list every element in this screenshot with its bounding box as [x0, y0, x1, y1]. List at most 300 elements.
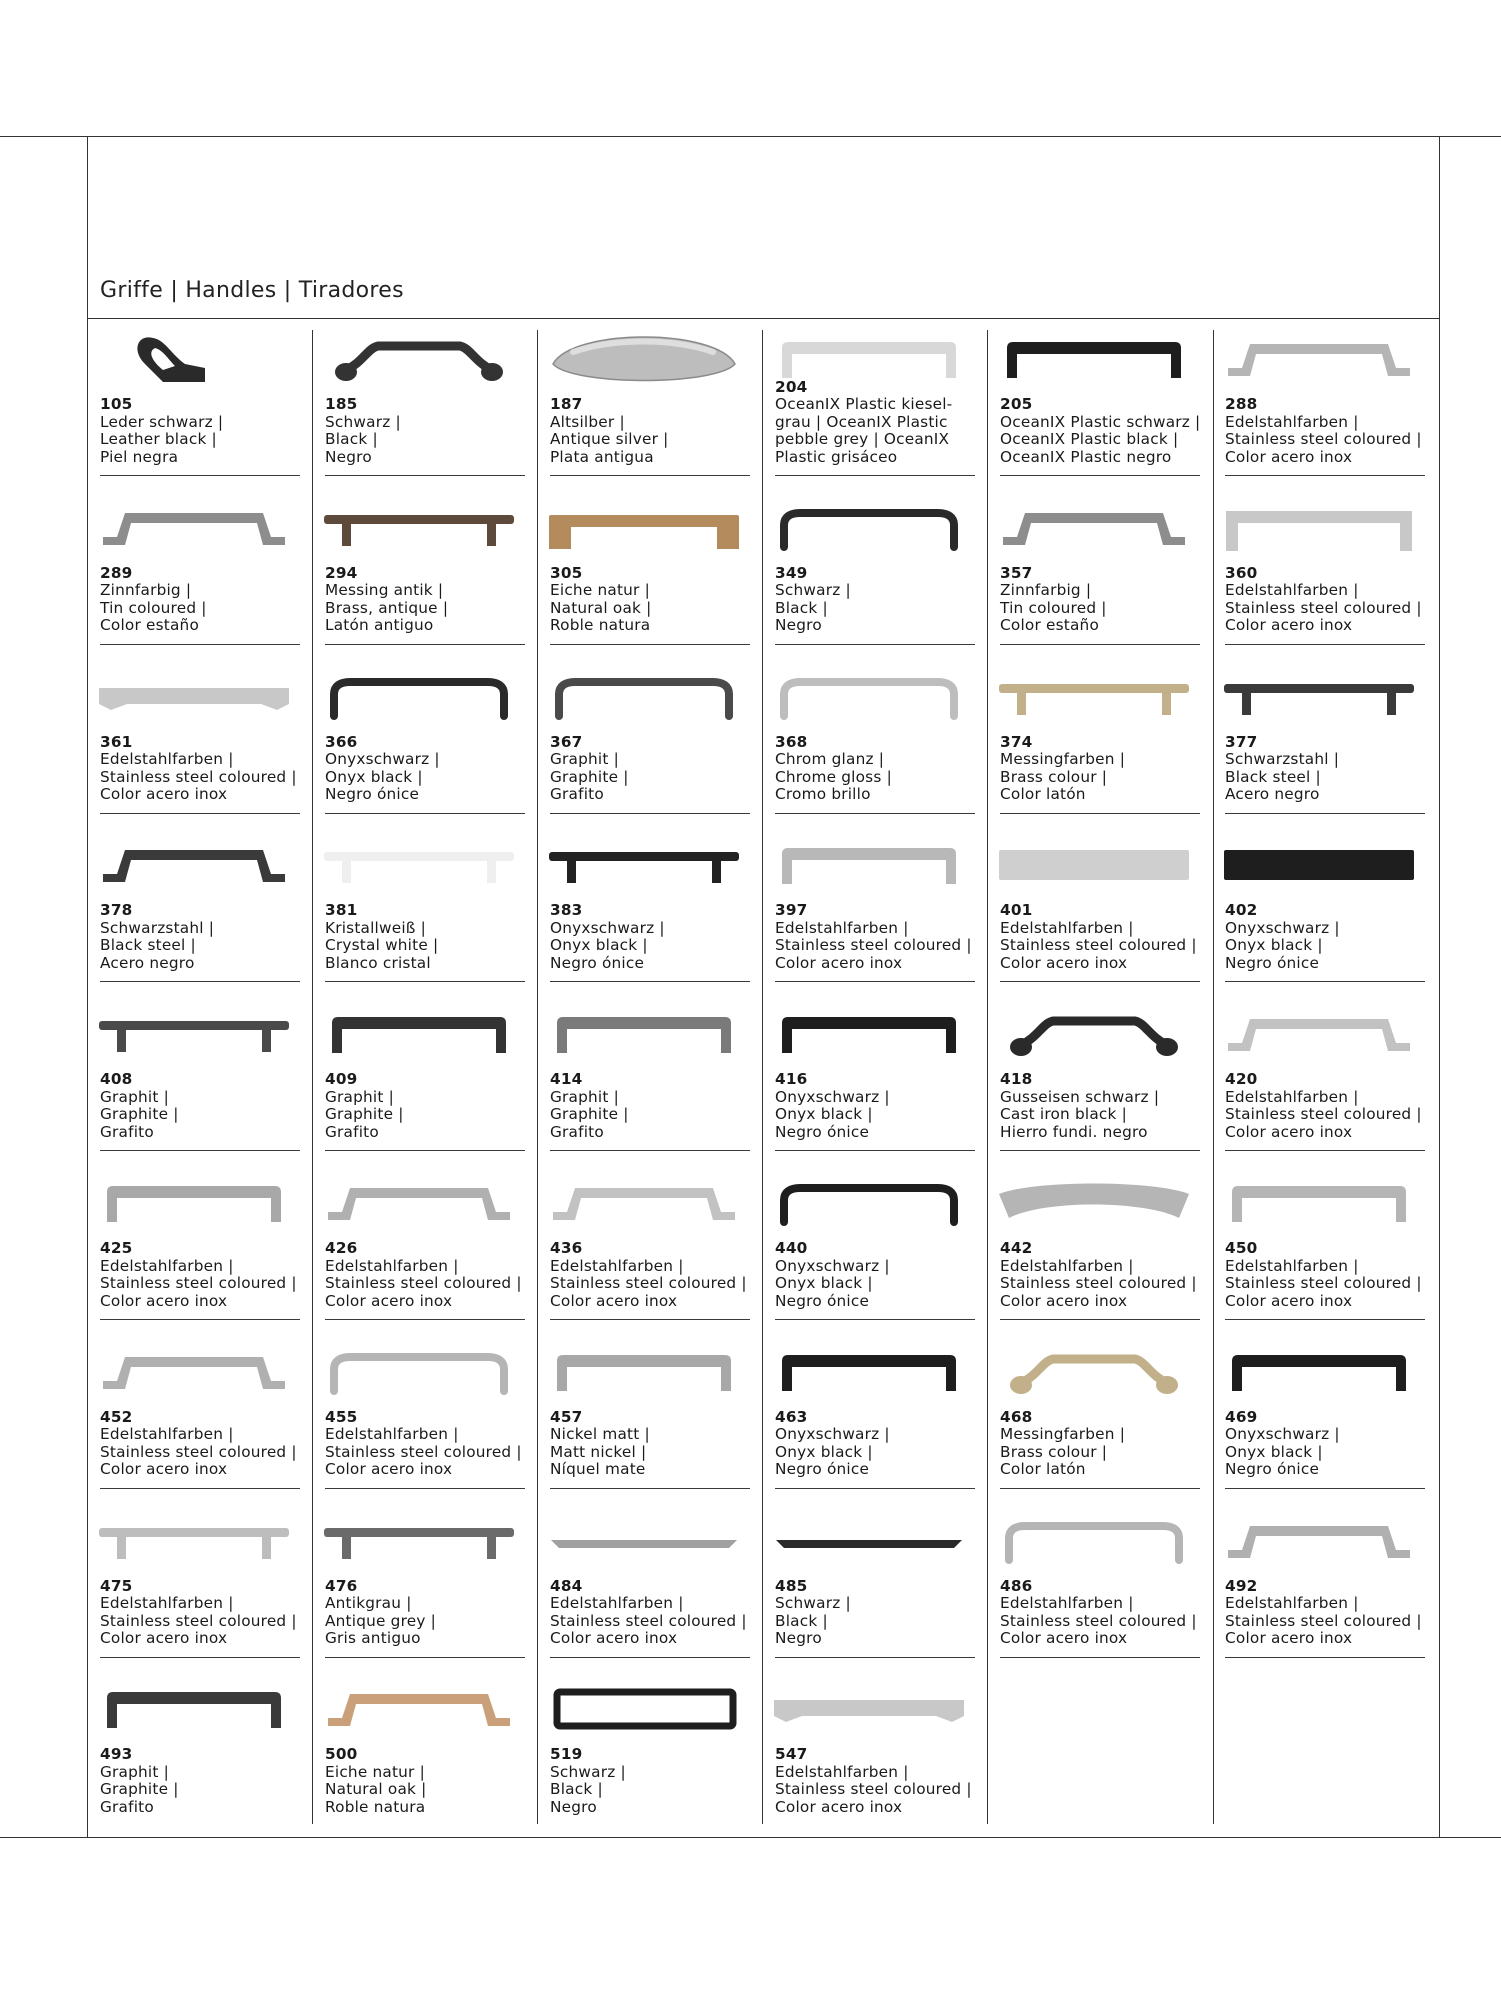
arch-handle-icon [1213, 320, 1415, 400]
item-description-line: Stainless steel coloured | [325, 1274, 522, 1292]
item-description-line: Edelstahlfarben | [775, 918, 909, 937]
item-code: 436 [550, 1239, 583, 1257]
flat-bar-handle-icon [763, 1670, 965, 1750]
item-description-line: Color acero inox [1225, 1291, 1353, 1310]
item-description-line: Zinnfarbig | [1000, 581, 1092, 600]
item-description-line: Brass colour | [1000, 767, 1108, 786]
item-underline [100, 1488, 300, 1489]
item-description-line: Onyx black | [1225, 936, 1323, 955]
item-caption [1225, 1239, 1422, 1310]
item-description-line: Negro [775, 1629, 822, 1648]
item-description-line: Hierro fundi. negro [1000, 1122, 1148, 1141]
rail-handle-icon [313, 1502, 515, 1582]
item-description-line: Chrom glanz | [775, 750, 885, 769]
item-code: 484 [550, 1576, 583, 1595]
item-description-line: Color latón [1000, 785, 1086, 804]
item-underline [100, 981, 300, 982]
item-description-line: Negro [775, 616, 822, 635]
item-description-line: Edelstahlfarben | [100, 1256, 234, 1275]
item-code: 357 [1000, 563, 1033, 582]
item-description-line: Stainless steel coloured | [1000, 1274, 1197, 1292]
item-code: 420 [1225, 1070, 1258, 1089]
item-description-line: Grafito [325, 1122, 379, 1141]
handle-item-414 [538, 995, 740, 1151]
item-caption [550, 1071, 740, 1141]
item-underline [550, 644, 750, 645]
item-description-line: Schwarz | [775, 1594, 851, 1613]
bottom-rule [0, 1837, 1501, 1838]
item-code: 377 [1225, 732, 1258, 751]
arch-handle-icon [1213, 1502, 1415, 1582]
item-description-line: Graphit | [550, 1087, 619, 1106]
item-description-line: Onyx black | [775, 1442, 873, 1461]
item-description-line: Onyxschwarz | [1225, 918, 1340, 937]
item-description-line: OceanIX Plastic negro [1000, 447, 1172, 466]
handle-item-409 [313, 995, 515, 1151]
item-description-line: Color acero inox [775, 1797, 903, 1816]
item-description-line: Onyxschwarz | [775, 1087, 890, 1106]
item-code: 366 [325, 732, 358, 751]
item-code: 475 [100, 1576, 133, 1595]
item-code: 416 [775, 1070, 808, 1089]
item-underline [1225, 813, 1425, 814]
handle-item-416 [763, 995, 965, 1151]
item-caption [325, 1239, 522, 1310]
item-caption [325, 396, 515, 466]
bar-handle-icon [88, 1670, 290, 1750]
item-description-line: Color acero inox [325, 1291, 453, 1310]
item-description-line: Negro ónice [775, 1291, 870, 1310]
item-code: 463 [775, 1407, 808, 1426]
bar-handle-icon [538, 995, 740, 1075]
item-description-line: Kristallweiß | [325, 918, 427, 937]
item-description-line: Tin coloured | [1000, 598, 1107, 617]
item-description-line: Color acero inox [1225, 1629, 1353, 1648]
handle-item-500 [313, 1670, 515, 1826]
item-underline [550, 981, 750, 982]
item-caption [325, 902, 515, 972]
item-description-line: Onyxschwarz | [325, 750, 440, 769]
item-description-line: Color latón [1000, 1460, 1086, 1479]
item-caption [550, 902, 740, 972]
arch-handle-icon [313, 1670, 515, 1750]
item-description-line: Negro ónice [775, 1460, 870, 1479]
item-description-line: Messing antik | [325, 581, 444, 600]
item-caption [775, 901, 972, 972]
item-code: 500 [325, 1745, 358, 1764]
item-description-line: Stainless steel coloured | [1225, 1105, 1422, 1124]
bar-handle-icon [763, 1333, 965, 1413]
handle-item-440 [763, 1164, 965, 1320]
handle-item-397 [763, 826, 972, 982]
item-code: 294 [325, 563, 358, 582]
item-description-line: pebble grey | OceanIX [775, 430, 950, 448]
item-description-line: Negro ónice [550, 953, 645, 972]
item-description-line: Black | [325, 430, 378, 448]
rail-handle-icon [88, 1502, 290, 1582]
item-code: 519 [550, 1745, 583, 1764]
item-code: 414 [550, 1070, 583, 1089]
bar-handle-icon [1213, 1164, 1415, 1244]
handle-item-305 [538, 489, 740, 645]
handle-item-450 [1213, 1164, 1422, 1320]
handle-item-468 [988, 1333, 1190, 1489]
item-description-line: Edelstahlfarben | [1225, 1087, 1359, 1106]
item-description-line: Grafito [550, 785, 604, 804]
profile-handle-icon [1213, 826, 1415, 906]
handle-item-475 [88, 1502, 297, 1658]
handle-item-381 [313, 826, 515, 982]
item-caption [775, 1240, 965, 1310]
item-description-line: Antique silver | [550, 430, 669, 448]
item-description-line: Acero negro [1225, 785, 1320, 804]
item-description-line: Edelstahlfarben | [100, 1425, 234, 1444]
item-description-line: Stainless steel coloured | [100, 1442, 297, 1461]
item-code: 105 [100, 395, 133, 413]
handle-item-187 [538, 320, 740, 476]
item-caption [100, 1576, 297, 1648]
item-description-line: Edelstahlfarben | [100, 750, 234, 769]
item-description-line: grau | OceanIX Plastic [775, 412, 948, 431]
item-description-line: Graphite | [550, 1105, 629, 1124]
handle-item-368 [763, 658, 965, 814]
item-description-line: Stainless steel coloured | [100, 1274, 297, 1292]
item-description-line: Roble natura [325, 1797, 426, 1816]
item-underline [1000, 1319, 1200, 1320]
crescent-handle-icon [988, 1164, 1190, 1244]
item-underline [775, 644, 975, 645]
item-underline [1225, 981, 1425, 982]
item-underline [550, 1150, 750, 1151]
bow-handle-icon [988, 1333, 1190, 1413]
item-description-line: Matt nickel | [550, 1442, 647, 1461]
item-caption [775, 734, 965, 804]
item-caption [325, 1407, 522, 1479]
item-underline [1000, 981, 1200, 982]
handle-item-452 [88, 1333, 297, 1489]
item-description-line: Graphit | [100, 1762, 169, 1781]
handle-item-349 [763, 489, 965, 645]
item-caption [1000, 1409, 1190, 1479]
item-description-line: Leder schwarz | [100, 412, 224, 431]
item-description-line: Plastic grisáceo [775, 447, 898, 466]
item-code: 492 [1225, 1576, 1258, 1595]
item-description-line: Schwarz | [325, 412, 401, 431]
leather-loop-handle-icon [88, 320, 290, 400]
item-underline [325, 813, 525, 814]
arch-handle-icon [538, 1164, 740, 1244]
bar-handle-icon [763, 826, 965, 906]
item-description-line: OceanIX Plastic kiesel- [775, 395, 953, 413]
item-underline [550, 475, 750, 476]
item-description-line: Roble natura [550, 616, 651, 635]
item-underline [775, 1488, 975, 1489]
handle-item-288 [1213, 320, 1422, 476]
arch-handle-icon [88, 489, 290, 569]
item-code: 289 [100, 563, 133, 582]
item-underline [100, 813, 300, 814]
handle-item-442 [988, 1164, 1197, 1320]
item-caption [100, 1071, 290, 1141]
item-description-line: Cast iron black | [1000, 1105, 1128, 1124]
item-caption [100, 396, 290, 466]
handle-item-493 [88, 1670, 290, 1826]
handle-item-476 [313, 1502, 515, 1658]
item-caption [775, 379, 965, 467]
item-caption [1225, 1070, 1422, 1141]
item-code: 368 [775, 732, 808, 751]
item-code: 426 [325, 1239, 358, 1257]
item-description-line: Onyx black | [775, 1274, 873, 1292]
item-description-line: Zinnfarbig | [100, 581, 192, 600]
item-description-line: Altsilber | [550, 412, 625, 431]
item-description-line: Chrome gloss | [775, 767, 892, 786]
item-code: 204 [775, 377, 808, 396]
arch-handle-icon [88, 1333, 290, 1413]
item-underline [1000, 813, 1200, 814]
handle-item-547 [763, 1670, 972, 1826]
item-description-line: Gris antiguo [325, 1629, 421, 1648]
item-description-line: Plata antigua [550, 447, 654, 466]
item-caption [775, 1745, 972, 1816]
handle-item-377 [1213, 658, 1415, 814]
rail-handle-icon [1213, 658, 1415, 738]
item-description-line: Black | [550, 1780, 603, 1799]
item-description-line: Messingfarben | [1000, 750, 1126, 769]
item-description-line: Edelstahlfarben | [1225, 581, 1359, 600]
item-description-line: Color acero inox [1000, 1291, 1128, 1310]
item-description-line: Latón antiguo [325, 616, 434, 635]
item-underline [1225, 644, 1425, 645]
item-underline [775, 1150, 975, 1151]
item-description-line: Leather black | [100, 430, 217, 448]
wide-foot-handle-icon [538, 489, 740, 569]
item-caption [1225, 1409, 1415, 1479]
arch-handle-icon [988, 489, 1190, 569]
handle-item-418 [988, 995, 1190, 1151]
item-description-line: Color estaño [1000, 616, 1100, 635]
wire-handle-icon [763, 658, 965, 738]
bar-handle-icon [313, 995, 515, 1075]
item-underline [550, 1488, 750, 1489]
item-description-line: Onyx black | [775, 1105, 873, 1124]
item-underline [325, 475, 525, 476]
rail-handle-icon [988, 658, 1190, 738]
item-caption [325, 1746, 515, 1816]
item-description-line: Crystal white | [325, 936, 439, 955]
item-description-line: Stainless steel coloured | [100, 767, 297, 786]
item-description-line: Color acero inox [1225, 447, 1353, 466]
item-code: 485 [775, 1576, 808, 1595]
item-description-line: Onyx black | [1225, 1442, 1323, 1461]
header-bottom-rule [88, 318, 1440, 319]
handle-item-185 [313, 320, 515, 476]
handle-item-366 [313, 658, 515, 814]
item-caption [1225, 395, 1422, 466]
item-description-line: Onyxschwarz | [550, 918, 665, 937]
item-description-line: Edelstahlfarben | [1000, 1594, 1134, 1613]
item-code: 452 [100, 1407, 133, 1426]
item-underline [1000, 1657, 1200, 1658]
item-code: 425 [100, 1239, 133, 1257]
item-underline [100, 475, 300, 476]
item-underline [325, 981, 525, 982]
item-description-line: Stainless steel coloured | [1225, 1611, 1422, 1630]
item-description-line: Negro ónice [325, 785, 420, 804]
item-description-line: Black steel | [1225, 767, 1321, 786]
item-code: 383 [550, 901, 583, 920]
item-description-line: Brass colour | [1000, 1442, 1108, 1461]
item-description-line: Stainless steel coloured | [1225, 430, 1422, 448]
item-description-line: Edelstahlfarben | [1000, 1256, 1134, 1275]
item-description-line: Graphit | [325, 1087, 394, 1106]
item-code: 397 [775, 901, 808, 920]
item-underline [550, 1319, 750, 1320]
rail-handle-icon [313, 826, 515, 906]
handle-item-463 [763, 1333, 965, 1489]
item-caption [100, 1239, 297, 1310]
item-description-line: Color acero inox [1000, 1629, 1128, 1648]
item-description-line: Onyxschwarz | [1225, 1425, 1340, 1444]
item-caption [325, 734, 515, 804]
bar-handle-icon [538, 1333, 740, 1413]
handle-item-360 [1213, 489, 1422, 645]
wire-handle-icon [763, 489, 965, 569]
item-caption [100, 1407, 297, 1479]
item-code: 455 [325, 1407, 358, 1426]
item-description-line: Graphite | [550, 767, 629, 786]
item-description-line: Grafito [550, 1122, 604, 1141]
item-underline [1225, 475, 1425, 476]
item-caption [325, 1578, 515, 1648]
item-description-line: Negro ónice [775, 1122, 870, 1141]
item-description-line: Schwarzstahl | [1225, 750, 1340, 769]
item-description-line: Stainless steel coloured | [1000, 1611, 1197, 1630]
item-caption [1225, 902, 1415, 972]
item-underline [100, 1319, 300, 1320]
item-caption [1225, 734, 1415, 804]
item-description-line: Antikgrau | [325, 1594, 412, 1613]
item-description-line: Edelstahlfarben | [775, 1762, 909, 1781]
item-caption [550, 1576, 747, 1648]
item-code: 476 [325, 1576, 358, 1595]
wire-handle-icon [988, 1502, 1190, 1582]
item-caption [100, 902, 290, 972]
profile-handle-icon [988, 826, 1190, 906]
item-description-line: Edelstahlfarben | [1225, 1256, 1359, 1275]
item-description-line: Color acero inox [550, 1291, 678, 1310]
item-caption [775, 1071, 965, 1141]
handle-item-378 [88, 826, 290, 982]
item-description-line: Edelstahlfarben | [1225, 1594, 1359, 1613]
handle-item-436 [538, 1164, 747, 1320]
item-description-line: Cromo brillo [775, 785, 871, 804]
item-underline [550, 813, 750, 814]
bar-handle-icon [988, 320, 1190, 400]
item-description-line: Onyxschwarz | [775, 1425, 890, 1444]
item-caption [100, 732, 297, 804]
item-description-line: Color acero inox [100, 1460, 228, 1479]
item-caption [1000, 565, 1190, 635]
item-description-line: OceanIX Plastic black | [1000, 430, 1179, 448]
bar-handle-icon [1213, 1333, 1415, 1413]
handle-item-357 [988, 489, 1190, 645]
item-description-line: Brass, antique | [325, 598, 449, 617]
handle-item-519 [538, 1670, 740, 1826]
handle-item-367 [538, 658, 740, 814]
item-description-line: Color acero inox [1225, 1122, 1353, 1141]
item-description-line: Color acero inox [550, 1629, 678, 1648]
item-description-line: Tin coloured | [100, 598, 207, 617]
item-description-line: Edelstahlfarben | [1000, 918, 1134, 937]
item-caption [775, 1578, 965, 1648]
wire-handle-icon [763, 1164, 965, 1244]
handle-item-401 [988, 826, 1197, 982]
handle-item-204 [763, 320, 965, 476]
arch-handle-icon [1213, 995, 1415, 1075]
item-underline [325, 1150, 525, 1151]
wire-handle-icon [313, 658, 515, 738]
handle-item-420 [1213, 995, 1422, 1151]
item-description-line: Stainless steel coloured | [550, 1274, 747, 1292]
item-caption [1000, 1576, 1197, 1648]
handle-item-205 [988, 320, 1201, 476]
item-description-line: Piel negra [100, 447, 179, 466]
item-code: 409 [325, 1070, 358, 1089]
item-code: 205 [1000, 395, 1033, 413]
item-underline [100, 1150, 300, 1151]
item-description-line: Grafito [100, 1797, 154, 1816]
flat-bar-handle-icon [88, 658, 290, 738]
item-description-line: Blanco cristal [325, 953, 431, 972]
item-underline [775, 981, 975, 982]
handle-catalog-grid [88, 320, 1440, 1826]
item-description-line: Onyx black | [325, 767, 423, 786]
item-description-line: Negro ónice [1225, 953, 1320, 972]
item-underline [325, 1488, 525, 1489]
rail-handle-icon [538, 826, 740, 906]
cup-pull-icon [538, 320, 740, 400]
item-description-line: Negro ónice [1225, 1460, 1320, 1479]
item-underline [550, 1657, 750, 1658]
item-description-line: Natural oak | [325, 1780, 427, 1799]
handle-item-484 [538, 1502, 747, 1658]
item-underline [1000, 475, 1200, 476]
item-underline [1000, 1488, 1200, 1489]
item-caption [550, 1746, 740, 1816]
wire-handle-icon [313, 1333, 515, 1413]
item-code: 450 [1225, 1239, 1258, 1257]
item-underline [1225, 1150, 1425, 1151]
item-description-line: Color estaño [100, 616, 200, 635]
handle-item-486 [988, 1502, 1197, 1658]
item-description-line: Stainless steel coloured | [775, 1780, 972, 1799]
item-underline [100, 1657, 300, 1658]
item-description-line: Color acero inox [1225, 616, 1353, 635]
item-description-line: Color acero inox [100, 1629, 228, 1648]
item-code: 349 [775, 563, 808, 582]
top-rule [0, 136, 1501, 137]
item-description-line: Graphit | [100, 1087, 169, 1106]
item-code: 305 [550, 563, 583, 582]
item-code: 408 [100, 1070, 133, 1089]
item-description-line: Onyxschwarz | [775, 1256, 890, 1275]
item-underline [775, 813, 975, 814]
wide-bar-handle-icon [1213, 489, 1415, 569]
item-description-line: Stainless steel coloured | [1225, 1274, 1422, 1292]
item-description-line: Nickel matt | [550, 1425, 650, 1444]
arch-handle-icon [313, 1164, 515, 1244]
